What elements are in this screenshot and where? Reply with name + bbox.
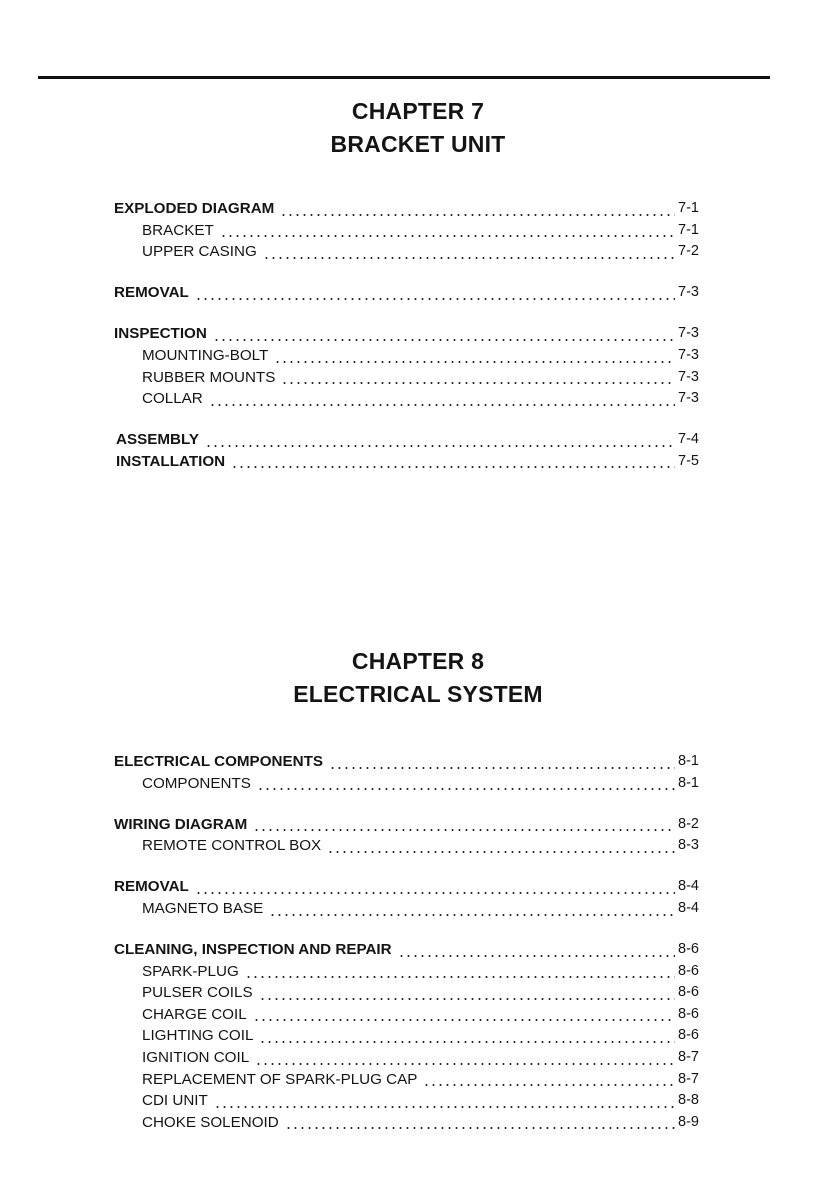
dot-leader — [253, 1047, 675, 1069]
dot-leader — [257, 982, 675, 1004]
dot-leader — [283, 1112, 675, 1134]
chapter-7-toc — [0, 198, 836, 472]
toc-section — [0, 451, 836, 473]
toc-section — [0, 323, 836, 409]
dot-leader — [211, 323, 675, 345]
dot-leader — [193, 876, 675, 898]
toc-subentry[interactable] — [0, 1069, 836, 1091]
dot-leader — [251, 1004, 675, 1026]
toc-subentry-page: 8-8 — [678, 1092, 699, 1109]
toc-subentry[interactable] — [0, 1112, 836, 1134]
toc-subentry[interactable] — [0, 241, 836, 263]
toc-entry-title: REMOVAL — [114, 284, 189, 302]
toc-section — [0, 876, 836, 919]
toc-entry-title: ASSEMBLY — [116, 431, 199, 449]
toc-entry-page: 7-4 — [678, 431, 699, 448]
top-rule — [38, 76, 770, 79]
toc-entry-page: 8-2 — [678, 815, 699, 832]
toc-section — [0, 751, 836, 794]
toc-section — [0, 814, 836, 857]
toc-subentry-title: CHOKE SOLENOID — [142, 1113, 279, 1131]
toc-entry-page: 7-1 — [678, 200, 699, 216]
toc-subentry-page: 8-4 — [678, 899, 699, 916]
toc-entry-title: REMOVAL — [114, 878, 189, 896]
chapter-8-label: CHAPTER 8 — [351, 648, 485, 674]
toc-subentry[interactable] — [0, 1004, 836, 1026]
toc-entry[interactable] — [0, 323, 836, 345]
toc-subentry-title: REPLACEMENT OF SPARK-PLUG CAP — [142, 1070, 418, 1088]
dot-leader — [251, 814, 675, 836]
toc-subentry-page: 8-6 — [678, 1005, 699, 1022]
toc-section — [0, 282, 836, 304]
toc-entry-title: INSTALLATION — [116, 452, 226, 470]
toc-entry-title: INSPECTION — [114, 325, 207, 343]
toc-subentry[interactable] — [0, 961, 836, 983]
toc-section — [0, 939, 836, 1133]
toc-subentry[interactable] — [0, 898, 836, 920]
toc-subentry-title: CHARGE COIL — [142, 1005, 247, 1023]
dot-leader — [421, 1069, 675, 1091]
dot-leader — [325, 835, 675, 857]
toc-subentry-page: 8-3 — [678, 837, 699, 854]
chapter-8-toc — [0, 751, 836, 1133]
toc-subentry[interactable] — [0, 220, 836, 242]
toc-subentry[interactable] — [0, 1090, 836, 1112]
dot-leader — [243, 961, 675, 983]
toc-entry-title: EXPLODED DIAGRAM — [114, 200, 275, 217]
toc-entry-page: 7-5 — [678, 452, 699, 469]
toc-entry-title: CLEANING, INSPECTION AND REPAIR — [114, 941, 392, 959]
toc-entry[interactable] — [0, 876, 836, 898]
dot-leader — [257, 1025, 675, 1047]
dot-leader — [327, 751, 675, 773]
toc-entry[interactable] — [0, 751, 836, 773]
toc-subentry[interactable] — [0, 345, 836, 367]
dot-leader — [212, 1090, 675, 1112]
toc-subentry-title: COLLAR — [142, 390, 203, 408]
dot-leader — [207, 388, 675, 410]
toc-subentry-title: BRACKET — [142, 221, 214, 239]
toc-subentry-title: CDI UNIT — [142, 1092, 208, 1110]
toc-subentry-title: IGNITION COIL — [142, 1049, 250, 1067]
chapter-7-title: BRACKET UNIT — [330, 131, 506, 157]
toc-subentry-page: 8-1 — [678, 774, 699, 791]
dot-leader — [272, 345, 675, 367]
dot-leader — [261, 241, 675, 263]
toc-subentry[interactable] — [0, 982, 836, 1004]
toc-subentry-title: UPPER CASING — [142, 243, 257, 261]
dot-leader — [267, 898, 675, 920]
toc-entry[interactable] — [0, 451, 836, 473]
dot-leader — [279, 367, 675, 389]
chapter-8-title: ELECTRICAL SYSTEM — [293, 681, 543, 707]
toc-subentry-page: 8-9 — [678, 1113, 699, 1130]
toc-entry-page: 8-1 — [678, 753, 699, 769]
toc-subentry-page: 7-3 — [678, 390, 699, 407]
toc-section — [0, 198, 836, 263]
dot-leader — [396, 939, 675, 961]
dot-leader — [278, 198, 675, 220]
toc-entry-page: 8-4 — [678, 878, 699, 895]
dot-leader — [255, 773, 675, 795]
toc-entry[interactable] — [0, 429, 836, 451]
toc-subentry-page: 8-6 — [678, 962, 699, 979]
toc-subentry-page: 7-3 — [678, 368, 699, 385]
dot-leader — [218, 220, 675, 242]
toc-entry[interactable] — [0, 939, 836, 961]
toc-subentry[interactable] — [0, 388, 836, 410]
toc-subentry-page: 7-1 — [678, 221, 699, 238]
dot-leader — [229, 451, 675, 473]
toc-entry-page: 8-6 — [678, 941, 699, 958]
toc-subentry-title: SPARK-PLUG — [142, 962, 239, 980]
toc-subentry-page: 7-2 — [678, 243, 699, 260]
toc-subentry-title: COMPONENTS — [142, 774, 251, 792]
toc-subentry-title: PULSER COILS — [142, 984, 253, 1002]
toc-entry[interactable] — [0, 198, 836, 220]
toc-subentry[interactable] — [0, 367, 836, 389]
chapter-8-heading — [0, 645, 836, 711]
toc-subentry-title: MOUNTING-BOLT — [142, 346, 269, 364]
toc-entry[interactable] — [0, 282, 836, 304]
toc-entry-page: 7-3 — [678, 284, 699, 301]
toc-subentry[interactable] — [0, 1047, 836, 1069]
toc-subentry-page: 8-6 — [678, 984, 699, 1001]
toc-subentry-title: RUBBER MOUNTS — [142, 368, 276, 386]
toc-subentry[interactable] — [0, 835, 836, 857]
chapter-7-heading — [0, 95, 836, 161]
toc-subentry-title: LIGHTING COIL — [142, 1027, 254, 1045]
toc-subentry[interactable] — [0, 773, 836, 795]
toc-subentry-page: 8-7 — [678, 1070, 699, 1087]
toc-subentry-page: 8-6 — [678, 1027, 699, 1044]
toc-entry-title: WIRING DIAGRAM — [114, 815, 248, 833]
chapter-7-label: CHAPTER 7 — [351, 98, 485, 124]
toc-subentry-page: 8-7 — [678, 1049, 699, 1066]
toc-entry[interactable] — [0, 814, 836, 836]
toc-subentry-title: REMOTE CONTROL BOX — [142, 837, 322, 855]
toc-subentry-page: 7-3 — [678, 346, 699, 363]
toc-section — [0, 429, 836, 451]
toc-entry-page: 7-3 — [678, 325, 699, 342]
toc-subentry[interactable] — [0, 1025, 836, 1047]
toc-entry-title: ELECTRICAL COMPONENTS — [114, 753, 323, 770]
dot-leader — [193, 282, 675, 304]
toc-subentry-title: MAGNETO BASE — [142, 899, 264, 917]
dot-leader — [203, 429, 675, 451]
